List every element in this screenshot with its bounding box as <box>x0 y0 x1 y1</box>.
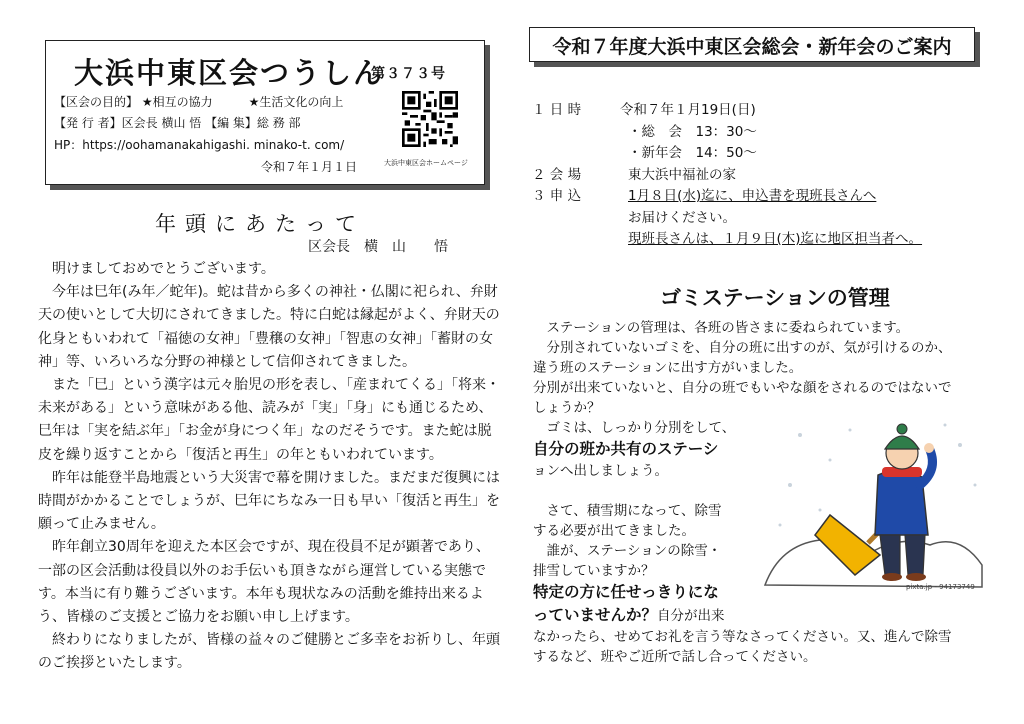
text-line: しょうか？ <box>533 400 601 416</box>
text-line: 誰が、ステーションの除雪・ <box>533 543 722 559</box>
masthead <box>45 40 485 185</box>
text-line: するなど、班やご近所で話し合ってください。 <box>533 649 817 665</box>
apply-label: ３ 申 込 <box>532 188 582 204</box>
emphasis-line: 自分の班か共有のステーシ <box>533 440 719 458</box>
qr-caption: 大浜中東区会ホームページ <box>384 159 468 167</box>
info-row-venue <box>532 165 982 187</box>
shinnenkai-time: ・新年会 14：50～ <box>628 145 757 161</box>
text-tail: 自分が出来 <box>657 608 725 624</box>
paragraph: また「巳」という漢字は元々胎児の形を表し、「産まれてくる」「将来・未来がある」という意味がある他、読みが「実」「身」にも通じるため、巳年は「実を結ぶ年」「お金が身につく年」なのだそうです。また蛇は脱皮を繰り返すことから「復活と再生」の年ともいわれています。 <box>38 377 500 463</box>
text-line: ゴミは、しっかり分別をして、 <box>533 420 736 436</box>
text-line: する必要が出てきました。 <box>533 523 695 539</box>
text-line: 違う班のステーションに出す方がいました。 <box>533 360 803 376</box>
text-line: 分別が出来ていないと、自分の班でもいやな顔をされるのではないで <box>533 380 952 396</box>
venue-label: ２ 会 場 <box>532 166 582 183</box>
snow-shoveling-illustration <box>760 415 988 590</box>
text-line: 分別されていないゴミを、自分の班に出すのが、気が引けるのか、 <box>533 340 952 356</box>
info-row-apply-2 <box>532 208 982 230</box>
info-row-sokai <box>532 122 982 144</box>
newsletter-title: 大浜中東区会つうしん <box>74 56 385 90</box>
info-row-apply-3 <box>532 229 982 251</box>
issue-date: 令和７年１月１日 <box>261 160 358 174</box>
text-line: ステーションの管理は、各班の皆さまに委ねられています。 <box>533 320 910 336</box>
apply-instruction: お届けください。 <box>628 209 736 226</box>
arm <box>920 450 932 485</box>
boot <box>882 573 902 581</box>
hat <box>885 436 919 449</box>
apply-deadline: 1月８日(水)迄に、申込書を現班長さんへ <box>628 188 877 204</box>
leader-deadline: 現班長さんは、１月９日(木)迄に地区担当者へ。 <box>628 231 923 247</box>
paragraph: 終わりになりましたが、皆様の益々のご健勝とご多幸をお祈りし、年頭のご挨拶といたします。 <box>38 632 500 672</box>
article-author: 区会長 横 山 悟 <box>308 239 448 255</box>
notice-title-box <box>529 27 975 62</box>
article-heading: 年頭にあたって <box>155 212 365 236</box>
gomi-heading: ゴミステーションの管理 <box>660 286 890 310</box>
paragraph: 今年は巳年(み年／蛇年)。蛇は昔から多くの神社・仏閣に祀られ、弁財天の使いとして大切にされてきました。特に白蛇は縁起がよく、弁財天の化身ともいわれて「福徳の女神」「豊穣の女神」「智恵の女神」「蓄財の女神」等、いろいろな分野の神様として信仰されてきました。 <box>38 284 500 370</box>
info-row-shinnenkai <box>532 143 982 165</box>
purpose-line: 【区会の目的】 ★相互の協力 ★生活文化の向上 <box>54 95 344 109</box>
notice-title: 令和７年度大浜中東区会総会・新年会のご案内 <box>552 36 952 58</box>
emphasis-text: っていませんか？ <box>533 606 658 624</box>
hand <box>924 443 934 453</box>
meeting-info <box>532 100 982 251</box>
sokai-time: ・総 会 13：30～ <box>628 123 757 140</box>
article-body <box>38 258 500 676</box>
text-line: ョンへ出しましょう。 <box>533 463 668 479</box>
image-credit: pixta.jp - 94173749 <box>906 583 975 591</box>
venue-value: 東大浜中福祉の家 <box>628 166 736 183</box>
emphasis-line: 特定の方に任せっきりにな <box>533 583 719 601</box>
text-line: 排雪していますか？ <box>533 563 655 579</box>
text-line: なかったら、せめてお礼を言う等なさってください。又、進んで除雪 <box>533 629 952 645</box>
qr-code-icon[interactable] <box>402 91 458 147</box>
boot <box>906 573 926 581</box>
publisher-line: 【発 行 者】区会長 横山 悟 【編 集】総 務 部 <box>54 116 301 130</box>
date-label: １ 日 時 <box>532 102 582 118</box>
pompom <box>897 424 907 434</box>
info-row-date <box>532 100 982 122</box>
paragraph: 昨年は能登半島地震という大災害で幕を開けました。まだまだ復興には時間がかかることでしょうが、巳年にちなみ一日も早い「復活と再生」を願って止みません。 <box>38 469 500 533</box>
text-line: さて、積雪期になって、除雪 <box>533 503 722 519</box>
emphasis-line-2 <box>533 604 1003 627</box>
paragraph: 明けましておめでとうございます。 <box>38 261 275 277</box>
issue-number: 第３７３号 <box>371 66 446 82</box>
snow-pile <box>765 538 982 587</box>
info-row-apply <box>532 186 982 208</box>
paragraph: 昨年創立30周年を迎えた本区会ですが、現在役員不足が顕著であり、一部の区会活動は役員以外のお手伝いも頂きながら運営している実態です。本当に有り難うございます。本年も現状なみの活動を維持出来るよう、皆様のご支援とご協力をお願い申し上げます。 <box>38 539 490 626</box>
homepage-url[interactable]: HP：https://oohamanakahigashi. minako-t. com/ <box>54 138 345 152</box>
date-value: 令和７年１月19日(日) <box>620 102 756 118</box>
